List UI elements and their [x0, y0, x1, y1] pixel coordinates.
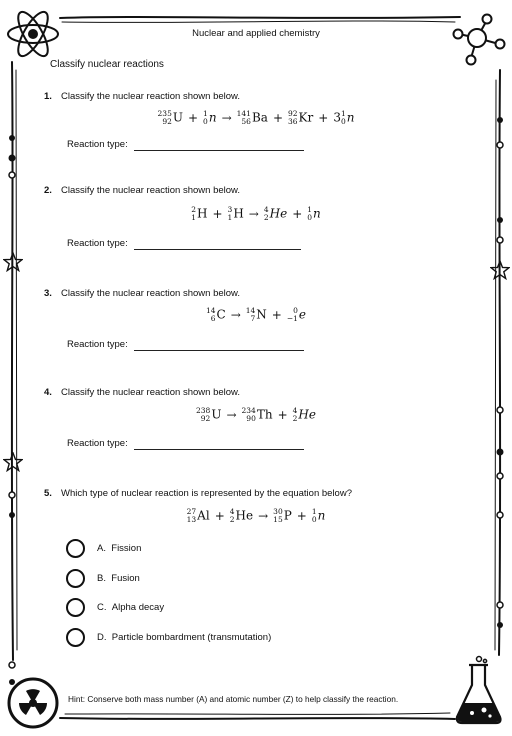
atomic-number: 36: [288, 116, 298, 126]
mass-number: 1: [340, 109, 346, 118]
element-symbol: H: [197, 206, 208, 221]
option-c-label: C. Alpha decay: [97, 602, 165, 613]
atomic-number: 0: [203, 116, 208, 126]
mass-number: 92: [288, 109, 298, 118]
question-prompt: Classify the nuclear reaction shown below.: [61, 288, 241, 299]
nuclear-equation: [0, 307, 512, 322]
element-symbol: He: [298, 407, 316, 422]
nuclide: [242, 407, 273, 421]
mass-number: 1: [307, 205, 313, 214]
nuclide-numbers: [158, 110, 172, 125]
mass-number: 14: [245, 306, 256, 315]
nuclide: [312, 508, 326, 522]
mass-number: 30: [273, 507, 283, 516]
question-number: 5.: [44, 488, 52, 499]
nuclide: [196, 407, 221, 421]
answer-line[interactable]: [134, 350, 304, 351]
atomic-number: 92: [162, 116, 172, 126]
element-symbol: He: [235, 508, 254, 523]
mass-number: 0: [293, 306, 298, 315]
atomic-number: 92: [200, 413, 211, 423]
atomic-number: 2: [292, 413, 298, 423]
mass-number: 3: [227, 205, 233, 214]
plus-sign: +: [277, 407, 288, 422]
mass-number: 2: [191, 205, 196, 214]
nuclide-numbers: [242, 407, 256, 422]
nuclide-numbers: [203, 110, 208, 125]
nuclide: [333, 110, 354, 124]
reaction-type-label: Reaction type:: [67, 438, 128, 449]
nuclide: [293, 407, 316, 421]
nuclide-numbers: [196, 407, 210, 422]
element-symbol: Kr: [298, 110, 314, 125]
nuclide-numbers: [230, 508, 235, 523]
atomic-number: 2: [263, 212, 269, 222]
hint-text: Hint: Conserve both mass number (A) and atomic number (Z) to help classify the reaction.: [68, 694, 399, 704]
question-prompt: Classify the nuclear reaction shown below.: [61, 387, 241, 398]
nuclide: [187, 508, 210, 522]
atomic-number: 7: [250, 313, 256, 323]
nuclide-numbers: [246, 307, 256, 322]
element-symbol: P: [283, 508, 292, 523]
reaction-arrow: →: [221, 110, 232, 125]
star-icon: [490, 260, 510, 280]
answer-line[interactable]: [134, 249, 301, 250]
question-number: 1.: [44, 91, 52, 102]
element-symbol: Ba: [251, 110, 268, 125]
element-symbol: He: [269, 206, 288, 221]
nuclide: [191, 206, 207, 220]
nuclide-numbers: [206, 307, 216, 322]
option-b-label: B. Fusion: [97, 573, 140, 584]
mass-number: 4: [263, 205, 269, 214]
question-number: 2.: [44, 185, 52, 196]
mass-number: 235: [157, 109, 172, 118]
nuclear-equation: [0, 206, 512, 221]
plus-sign: +: [292, 206, 303, 221]
atomic-number: 0: [311, 514, 317, 524]
nuclide: [288, 110, 313, 124]
page-title: Nuclear and applied chemistry: [192, 28, 320, 39]
nuclide-numbers: [288, 110, 298, 125]
question-number: 3.: [44, 288, 52, 299]
nuclide-numbers: [312, 508, 317, 523]
reaction-type-label: Reaction type:: [67, 339, 128, 350]
atomic-number: 0: [307, 212, 313, 222]
element-symbol: U: [211, 407, 222, 422]
reaction-arrow: →: [230, 307, 241, 322]
nuclide-numbers: [273, 508, 283, 523]
nuclide: [273, 508, 292, 522]
nuclide: [230, 508, 253, 522]
question-number: 4.: [44, 387, 52, 398]
nuclide-numbers: [187, 508, 197, 523]
nuclide: [206, 307, 226, 321]
flask-icon: [452, 655, 506, 727]
mass-number: 238: [196, 406, 211, 415]
element-symbol: C: [216, 307, 226, 322]
element-symbol: N: [256, 307, 267, 322]
nuclide-numbers: [191, 206, 196, 221]
element-symbol: H: [233, 206, 244, 221]
question-prompt: Classify the nuclear reaction shown below.: [61, 185, 241, 196]
answer-line[interactable]: [134, 449, 304, 450]
atomic-number: −1: [286, 313, 298, 323]
nuclide-numbers: [341, 110, 346, 125]
nuclide-numbers: [228, 206, 233, 221]
element-symbol: n: [317, 508, 326, 523]
mass-number: 27: [186, 507, 197, 516]
star-icon: [3, 252, 23, 272]
mass-number: 1: [203, 109, 208, 118]
element-symbol: n: [208, 110, 217, 125]
atomic-number: 13: [186, 514, 197, 524]
nuclide: [158, 110, 183, 124]
nuclear-equation: [0, 407, 512, 422]
nuclide-numbers: [307, 206, 312, 221]
plus-sign: +: [214, 508, 225, 523]
element-symbol: U: [172, 110, 183, 125]
atomic-number: 56: [241, 116, 251, 126]
reaction-arrow: →: [226, 407, 237, 422]
reaction-arrow: →: [248, 206, 259, 221]
star-icon: [3, 452, 23, 472]
option-a-radio[interactable]: [66, 539, 85, 558]
nuclide: [237, 110, 268, 124]
atomic-number: 1: [191, 212, 196, 222]
atomic-number: 1: [227, 212, 233, 222]
answer-line[interactable]: [134, 150, 304, 151]
coefficient: 3: [333, 110, 341, 125]
plus-sign: +: [318, 110, 329, 125]
mass-number: 4: [229, 507, 235, 516]
nuclide: [203, 110, 217, 124]
nuclide-numbers: [293, 407, 298, 422]
option-c-radio[interactable]: [66, 598, 85, 617]
nuclide: [228, 206, 244, 220]
atomic-number: 15: [273, 514, 283, 524]
reaction-type-label: Reaction type:: [67, 238, 128, 249]
atomic-number: 6: [210, 313, 216, 323]
option-a-label: A. Fission: [97, 543, 142, 554]
nuclide-numbers: [237, 110, 251, 125]
option-d-label: D. Particle bombardment (transmutation): [97, 632, 272, 643]
plus-sign: +: [212, 206, 223, 221]
atomic-number: 90: [246, 413, 256, 423]
element-symbol: Th: [256, 407, 273, 422]
nuclide: [246, 307, 267, 321]
page-subtitle: Classify nuclear reactions: [50, 59, 164, 70]
element-symbol: n: [313, 206, 321, 221]
mass-number: 1: [311, 507, 317, 516]
reaction-arrow: →: [258, 508, 269, 523]
mass-number: 234: [241, 406, 256, 415]
reaction-type-label: Reaction type:: [67, 139, 128, 150]
plus-sign: +: [187, 110, 199, 125]
plus-sign: +: [271, 307, 282, 322]
atomic-number: 2: [229, 514, 235, 524]
nuclide: [264, 206, 287, 220]
atomic-number: 0: [340, 116, 346, 126]
radiation-icon: [6, 676, 60, 730]
option-b-radio[interactable]: [66, 569, 85, 588]
nuclide: [287, 307, 306, 321]
mass-number: 141: [236, 109, 251, 118]
nuclide-numbers: [264, 206, 269, 221]
element-symbol: n: [346, 110, 355, 125]
option-d-radio[interactable]: [66, 628, 85, 647]
nuclide-numbers: [287, 307, 298, 322]
question-prompt: Classify the nuclear reaction shown below.: [61, 91, 241, 102]
plus-sign: +: [272, 110, 283, 125]
nuclide: [307, 206, 321, 220]
mass-number: 4: [292, 406, 298, 415]
nuclear-equation: [0, 110, 512, 125]
nuclear-equation: [0, 508, 512, 523]
question-prompt: Which type of nuclear reaction is represented by the equation below?: [61, 488, 352, 499]
mass-number: 14: [205, 306, 216, 315]
plus-sign: +: [296, 508, 307, 523]
molecule-icon: [447, 10, 507, 70]
element-symbol: Al: [197, 508, 210, 523]
element-symbol: e: [298, 307, 307, 322]
